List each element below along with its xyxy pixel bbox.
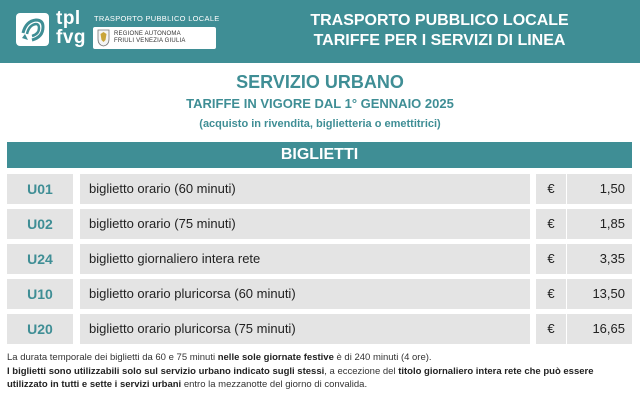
- currency-symbol: €: [536, 174, 566, 204]
- ticket-description: biglietto orario pluricorsa (60 minuti): [80, 279, 530, 309]
- region-line-1: REGIONE AUTONOMA: [114, 31, 181, 37]
- ticket-description: biglietto orario (75 minuti): [80, 209, 530, 239]
- validity-note: [7, 366, 633, 391]
- currency-symbol: €: [536, 209, 566, 239]
- ticket-description: biglietto orario pluricorsa (75 minuti): [80, 314, 530, 344]
- currency-symbol: €: [536, 244, 566, 274]
- ticket-code: U10: [7, 279, 73, 309]
- region-badge: [93, 27, 216, 49]
- ticket-description: biglietto giornaliero intera rete: [80, 244, 530, 274]
- ticket-price: 13,50: [567, 279, 632, 309]
- ticket-description: biglietto orario (60 minuti): [80, 174, 530, 204]
- ticket-row: [7, 244, 632, 274]
- tpl-label: TRASPORTO PUBBLICO LOCALE: [94, 14, 220, 23]
- section-title-biglietti: BIGLIETTI: [7, 142, 632, 168]
- header-title-line-2: TARIFFE PER I SERVIZI DI LINEA: [313, 32, 566, 49]
- region-crest-icon: [97, 29, 110, 47]
- ticket-code: U24: [7, 244, 73, 274]
- validity-note-c: titolo giornaliero intera rete che può essere utilizzato in tutti e sette i servizi urbani: [7, 366, 594, 390]
- duration-note-a: La durata temporale dei biglietti da 60 e 75 minuti: [7, 352, 218, 363]
- currency-symbol: €: [536, 279, 566, 309]
- ticket-code: U20: [7, 314, 73, 344]
- ticket-price: 1,50: [567, 174, 632, 204]
- validity-note-b: , a eccezione del: [324, 366, 399, 377]
- ticket-row: [7, 314, 632, 344]
- ticket-price: 16,65: [567, 314, 632, 344]
- duration-note-b: nelle sole giornate festive: [217, 352, 334, 363]
- tariff-date-subtitle: TARIFFE IN VIGORE DAL 1° GENNAIO 2025: [186, 96, 454, 111]
- region-line-2: FRIULI VENEZIA GIULIA: [114, 38, 186, 44]
- tpl-fvg-logo-icon: [16, 13, 49, 46]
- ticket-code: U02: [7, 209, 73, 239]
- ticket-price: 3,35: [567, 244, 632, 274]
- logo-wordmark: [56, 9, 86, 47]
- ticket-price: 1,85: [567, 209, 632, 239]
- header-title: [242, 11, 637, 51]
- logo-line-fvg: fvg: [56, 27, 86, 48]
- validity-note-a: I biglietti sono utilizzabili solo sul servizio urbano indicato sugli stessi: [7, 366, 325, 377]
- region-text: [114, 31, 186, 45]
- ticket-row: [7, 279, 632, 309]
- header-title-line-1: TRASPORTO PUBBLICO LOCALE: [310, 12, 569, 29]
- duration-note: [7, 352, 633, 365]
- header-bar: [0, 0, 640, 63]
- ticket-row: [7, 174, 632, 204]
- purchase-note: (acquisto in rivendita, biglietteria o emettitrici): [199, 118, 441, 130]
- logo-line-tpl: tpl: [56, 8, 81, 29]
- validity-note-d: entro la mezzanotte del giorno di convalida.: [181, 378, 368, 390]
- duration-note-c: è di 240 minuti (4 ore).: [333, 352, 432, 363]
- ticket-code: U01: [7, 174, 73, 204]
- currency-symbol: €: [536, 314, 566, 344]
- service-title: SERVIZIO URBANO: [236, 72, 404, 92]
- ticket-row: [7, 209, 632, 239]
